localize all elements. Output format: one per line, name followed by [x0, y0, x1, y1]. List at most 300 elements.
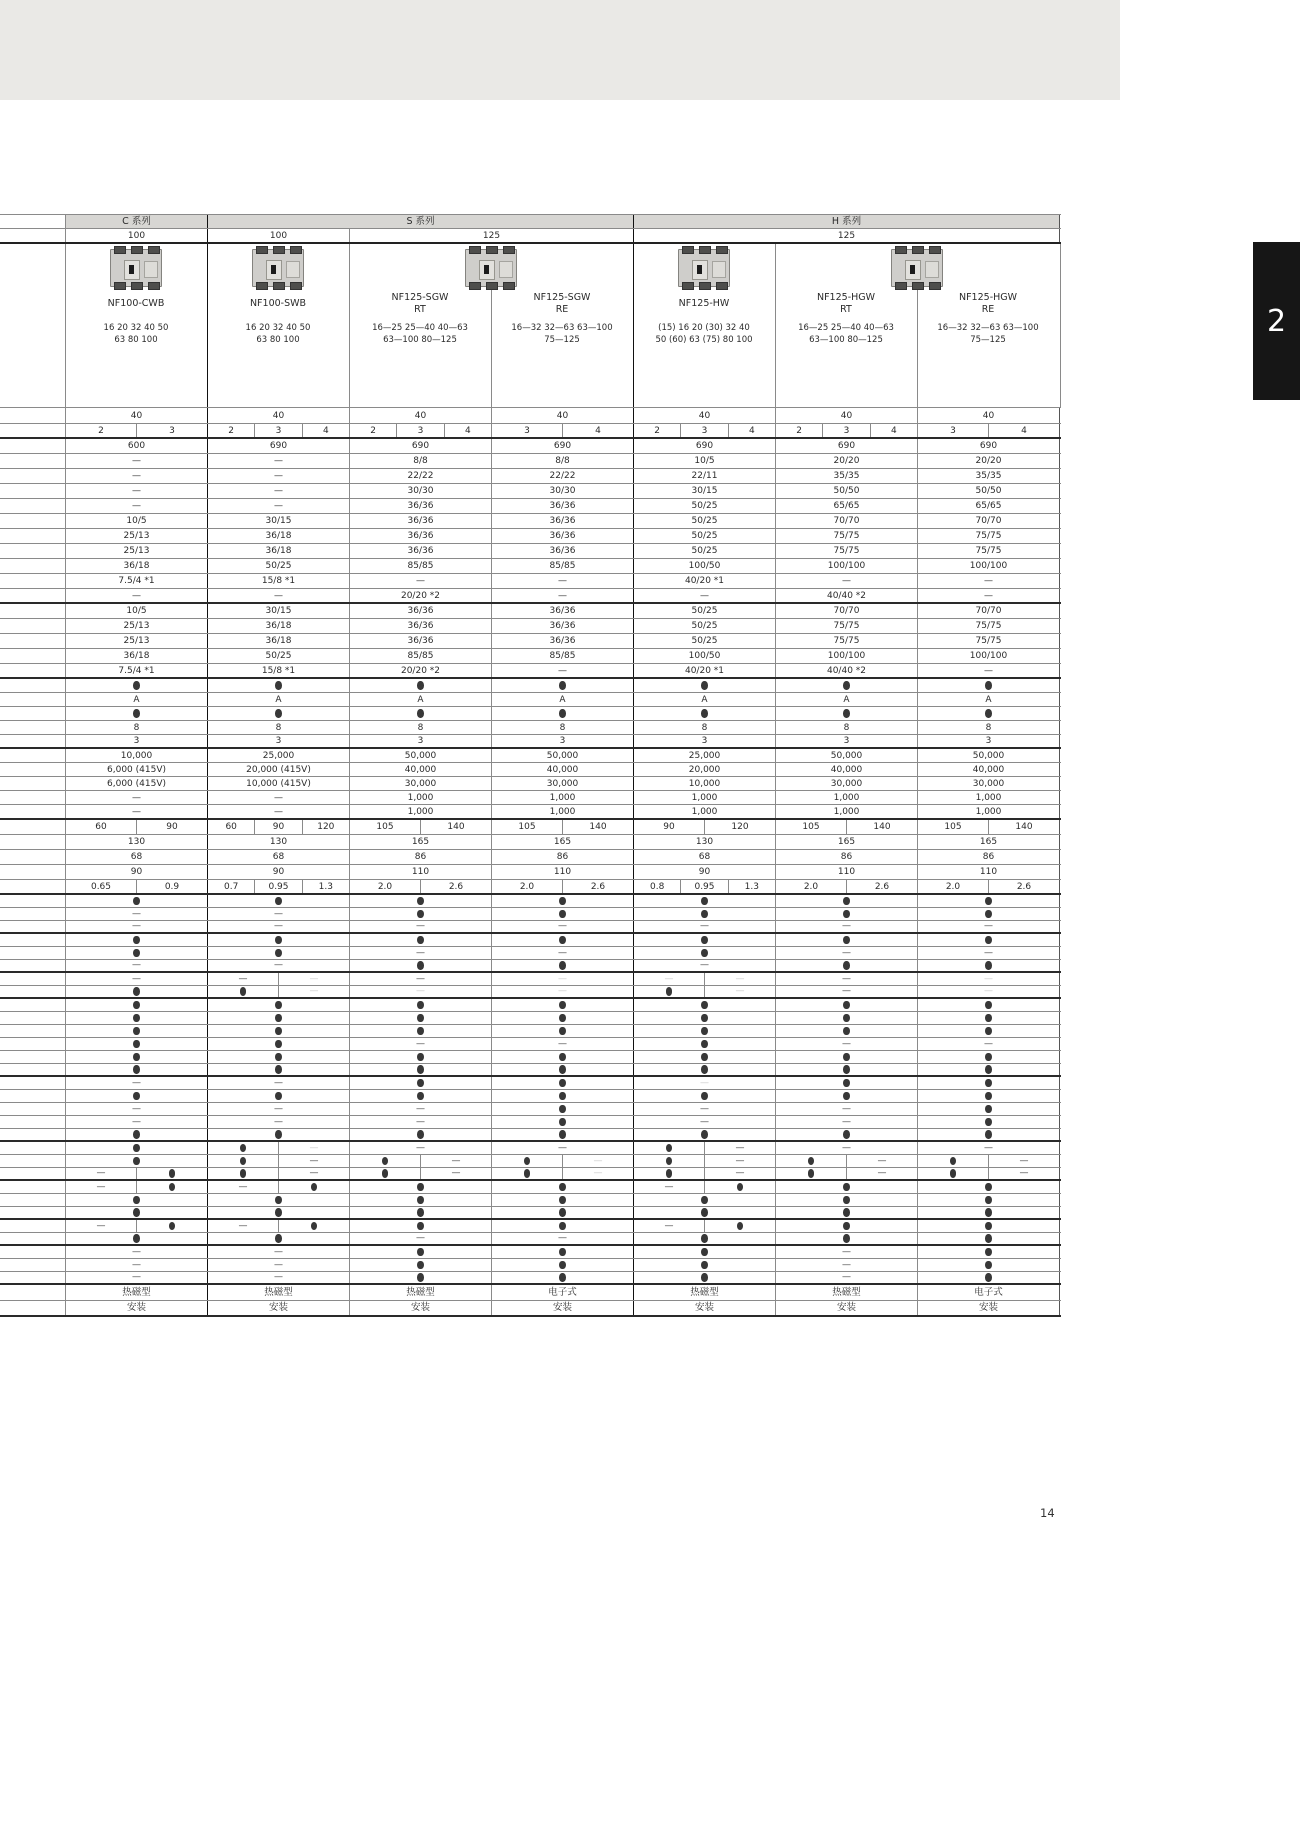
table-cell: [65, 1090, 207, 1102]
table-cell: [65, 544, 207, 558]
table-cell: [491, 1181, 633, 1193]
cell-text: 100: [127, 230, 146, 241]
cell-text: 90: [698, 867, 711, 877]
row-gutter: [0, 721, 65, 734]
bullet-icon: [985, 1130, 992, 1139]
bullet-icon: [985, 1273, 992, 1282]
table-cell: [491, 1025, 633, 1037]
table-cell: [65, 1155, 207, 1167]
table-cell: [775, 1207, 917, 1218]
table-cell: [917, 835, 1060, 849]
table-cell: [491, 1116, 633, 1128]
table-subcell: [278, 1168, 349, 1179]
table-subcell: [562, 880, 633, 893]
table-subcell: [302, 820, 349, 834]
table-cell: [207, 484, 349, 498]
table-subcell: [350, 820, 420, 834]
table-cell: [207, 973, 349, 985]
table-cell: [633, 1129, 775, 1140]
dash-icon: —: [842, 1272, 851, 1282]
cell-text: 65/65: [975, 501, 1002, 511]
table-cell: [349, 693, 491, 706]
dash-icon: —: [842, 1103, 851, 1114]
bullet-icon: [985, 1053, 992, 1062]
cell-text: 3: [133, 736, 140, 746]
cell-text: 2.6: [448, 881, 464, 892]
table-subcell: [420, 880, 491, 893]
cell-text: 50,000: [404, 750, 437, 761]
dash-icon: —: [877, 1168, 887, 1178]
cell-text: 8: [559, 722, 566, 733]
table-cell: [65, 895, 207, 907]
dash-icon: —: [238, 973, 248, 984]
table-cell: [775, 679, 917, 692]
bullet-icon: [169, 1183, 176, 1192]
table-subcell: [208, 880, 254, 893]
cell-text: 10/5: [126, 606, 147, 616]
cell-text: —: [700, 590, 709, 601]
table-subcell: [776, 880, 846, 893]
table-row: [0, 721, 1061, 735]
table-cell: [633, 1142, 775, 1154]
table-row: [0, 529, 1061, 544]
dash-icon: —: [842, 1038, 851, 1049]
dash-icon: —: [984, 947, 993, 958]
table-cell: [349, 1168, 491, 1179]
table-cell: [349, 1181, 491, 1193]
table-cell: [207, 880, 349, 893]
table-cell: [633, 1103, 775, 1115]
bullet-icon: [559, 1261, 566, 1270]
table-cell: [349, 1272, 491, 1283]
row-gutter: [0, 1207, 65, 1218]
bullet-icon: [417, 709, 424, 718]
dash-icon: —: [842, 1259, 851, 1270]
cell-text: 600: [127, 441, 146, 451]
bullet-icon: [843, 897, 850, 906]
table-subcell: [846, 880, 917, 893]
table-row: [0, 559, 1061, 574]
table-cell: [917, 544, 1060, 558]
cell-text: 36/36: [549, 546, 576, 556]
table-cell: [775, 634, 917, 648]
cell-text: A: [275, 694, 282, 705]
table-cell: [207, 499, 349, 513]
table-row: [0, 619, 1061, 634]
product-name: NF125-HW: [678, 298, 730, 309]
table-cell: [65, 1285, 207, 1300]
table-cell: [349, 1220, 491, 1232]
table-cell: [65, 589, 207, 602]
cell-text: 50/25: [691, 606, 718, 616]
table-cell: [633, 424, 775, 437]
cell-text: 86: [556, 852, 569, 862]
product-ratings: 16 20 32 40 50 63 80 100: [103, 323, 169, 345]
table-cell: [633, 865, 775, 879]
bullet-icon: [559, 910, 566, 919]
table-cell: [491, 934, 633, 946]
cell-text: 10/5: [126, 516, 147, 526]
dash-icon: —: [132, 908, 141, 919]
table-cell: [491, 999, 633, 1011]
table-cell: [65, 499, 207, 513]
bullet-icon: [524, 1169, 531, 1178]
table-cell: [207, 1168, 349, 1179]
cell-text: 36/36: [549, 531, 576, 541]
cell-text: 75/75: [975, 621, 1002, 631]
table-cell: [633, 999, 775, 1011]
table-row: [0, 1246, 1061, 1259]
cell-text: —: [132, 806, 141, 817]
row-gutter: [0, 408, 65, 423]
series-band-cell: [633, 215, 1060, 228]
table-cell: [65, 973, 207, 985]
cell-text: 3: [417, 425, 424, 436]
table-cell: [917, 895, 1060, 907]
table-cell: [349, 1285, 491, 1300]
table-cell: [207, 559, 349, 573]
table-row: [0, 514, 1061, 529]
bullet-icon: [559, 1248, 566, 1257]
cell-text: 125: [482, 230, 501, 241]
breaker-photo: [889, 246, 945, 290]
table-cell: [917, 973, 1060, 985]
table-row: [0, 1168, 1061, 1181]
table-cell: [633, 986, 775, 997]
table-cell: [633, 973, 775, 985]
row-gutter: [0, 574, 65, 588]
row-gutter: [0, 589, 65, 602]
table-subcell: [822, 424, 869, 437]
table-cell: [65, 1142, 207, 1154]
table-row: [0, 693, 1061, 707]
cell-text: 140: [1015, 822, 1033, 832]
table-subcell: [492, 424, 562, 437]
product-ratings: 16—32 32—63 63—100 75—125: [937, 323, 1039, 345]
cell-text: 100: [269, 230, 288, 241]
table-cell: [207, 1207, 349, 1218]
dash-icon: —: [132, 921, 141, 931]
dash-icon: —: [274, 960, 283, 970]
table-subcell: [634, 986, 704, 997]
table-subcell: [208, 973, 278, 985]
table-row: [0, 1272, 1061, 1285]
table-cell: [775, 649, 917, 663]
cell-text: 4: [322, 425, 329, 436]
cell-text: 2.0: [803, 881, 819, 892]
table-cell: [633, 1246, 775, 1258]
table-cell: [917, 1301, 1060, 1315]
table-cell: [207, 634, 349, 648]
table-subcell: [704, 1168, 775, 1179]
table-cell: [65, 439, 207, 453]
table-cell: [917, 1012, 1060, 1024]
dash-icon: —: [664, 1181, 674, 1192]
table-subcell: [634, 424, 680, 437]
bullet-icon: [843, 709, 850, 718]
dash-icon: —: [416, 986, 425, 996]
table-cell: [775, 1194, 917, 1206]
bullet-icon: [701, 1130, 708, 1139]
cell-text: 8/8: [413, 456, 428, 466]
table-cell: [917, 805, 1060, 818]
table-cell: [349, 934, 491, 946]
table-subcell: [492, 1168, 562, 1179]
table-row: [0, 735, 1061, 749]
cell-text: 40: [272, 410, 285, 421]
table-subcell: [208, 424, 254, 437]
table-cell: [207, 1194, 349, 1206]
chapter-tab: [1253, 242, 1300, 400]
table-cell: [65, 649, 207, 663]
table-cell: [207, 835, 349, 849]
table-cell: [491, 908, 633, 920]
bullet-icon: [985, 1014, 992, 1023]
cell-text: 105: [376, 822, 394, 832]
table-cell: [65, 469, 207, 483]
table-cell: [207, 865, 349, 879]
cell-text: —: [842, 576, 851, 586]
row-gutter: [0, 707, 65, 720]
bullet-icon: [240, 1157, 247, 1166]
table-cell: [917, 1025, 1060, 1037]
bullet-icon: [133, 1130, 140, 1139]
bullet-icon: [559, 897, 566, 906]
row-gutter: [0, 763, 65, 776]
table-cell: [775, 604, 917, 618]
table-cell: [775, 1090, 917, 1102]
bullet-icon: [950, 1157, 957, 1166]
table-subcell: [66, 820, 136, 834]
table-subcell: [208, 1181, 278, 1193]
table-cell: [349, 749, 491, 762]
table-cell: [633, 1116, 775, 1128]
cell-text: 1,000: [691, 792, 718, 803]
cell-text: 70/70: [975, 516, 1002, 526]
table-cell: [633, 805, 775, 818]
table-subcell: [918, 1168, 988, 1179]
cell-text: 60: [225, 822, 237, 832]
table-cell: [633, 559, 775, 573]
table-subcell: [776, 820, 846, 834]
table-cell: [349, 1301, 491, 1315]
table-subcell: [208, 986, 278, 997]
table-cell: [775, 664, 917, 677]
table-cell: [491, 1194, 633, 1206]
row-gutter: [0, 664, 65, 677]
table-cell: [633, 589, 775, 602]
dash-icon: —: [984, 1142, 993, 1153]
cell-text: 690: [837, 441, 856, 451]
cell-text: 3: [843, 736, 850, 746]
cell-text: 75/75: [833, 621, 860, 631]
table-cell: [207, 408, 349, 423]
dash-icon: —: [558, 947, 567, 958]
bullet-icon: [843, 1208, 850, 1217]
table-cell: [207, 934, 349, 946]
table-cell: [775, 544, 917, 558]
table-subcell: [634, 1142, 704, 1154]
table-cell: [491, 1285, 633, 1300]
table-cell: [65, 865, 207, 879]
cell-text: 110: [979, 867, 998, 877]
table-cell: [207, 679, 349, 692]
bullet-icon: [133, 897, 140, 906]
table-cell: [207, 820, 349, 834]
table-cell: [917, 1285, 1060, 1300]
table-cell: [633, 1012, 775, 1024]
table-cell: [917, 1194, 1060, 1206]
row-gutter: [0, 619, 65, 633]
cell-text: 2.0: [945, 881, 961, 892]
column-divider: [491, 290, 492, 407]
table-subcell: [634, 973, 704, 985]
table-cell: [775, 986, 917, 997]
dash-icon: —: [451, 1168, 461, 1178]
table-subcell: [634, 1220, 704, 1232]
cell-text: 1,000: [691, 806, 718, 817]
bullet-icon: [417, 1065, 424, 1074]
table-cell: [775, 529, 917, 543]
cell-text: —: [132, 471, 141, 481]
table-subcell: [846, 820, 917, 834]
table-row: [0, 934, 1061, 947]
row-gutter: [0, 424, 65, 437]
table-cell: [775, 1012, 917, 1024]
dash-icon: —: [96, 1181, 106, 1192]
cell-text: —: [274, 486, 283, 496]
cell-text: 22/22: [407, 471, 434, 481]
table-subcell: [634, 820, 704, 834]
column-divider: [1060, 244, 1061, 407]
table-row: [0, 895, 1061, 908]
table-cell: [633, 880, 775, 893]
table-cell: [65, 1259, 207, 1271]
cell-text: 0.95: [694, 881, 715, 892]
table-cell: [65, 1194, 207, 1206]
table-cell: [491, 1012, 633, 1024]
table-cell: [207, 1259, 349, 1271]
table-cell: [65, 921, 207, 932]
table-cell: [633, 408, 775, 423]
cell-text: 690: [979, 441, 998, 451]
cell-text: —: [984, 590, 993, 601]
bullet-icon: [275, 1092, 282, 1101]
bullet-icon: [133, 949, 140, 958]
cell-text: A: [133, 694, 140, 705]
table-cell: [349, 679, 491, 692]
bullet-icon: [169, 1169, 176, 1178]
cell-text: 40: [982, 410, 995, 421]
bullet-icon: [985, 1183, 992, 1192]
table-subcell: [208, 1142, 278, 1154]
cell-text: 36/36: [407, 621, 434, 631]
table-cell: [491, 921, 633, 932]
row-gutter: [0, 559, 65, 573]
bullet-icon: [559, 1130, 566, 1139]
cell-text: 30/30: [549, 486, 576, 496]
cell-text: 2: [370, 425, 377, 436]
table-cell: [775, 763, 917, 776]
table-cell: [917, 999, 1060, 1011]
bullet-icon: [950, 1169, 957, 1178]
table-cell: [633, 895, 775, 907]
table-cell: [207, 749, 349, 762]
bullet-icon: [559, 1222, 566, 1231]
table-cell: [349, 820, 491, 834]
table-row: [0, 664, 1061, 679]
table-cell: [775, 721, 917, 734]
table-cell: [65, 454, 207, 468]
table-cell: [917, 986, 1060, 997]
table-cell: [491, 1077, 633, 1089]
product-name: NF100-CWB: [107, 298, 165, 309]
bullet-icon: [133, 1157, 140, 1166]
table-subcell: [776, 1155, 846, 1167]
table-cell: [207, 1051, 349, 1063]
table-cell: [491, 1246, 633, 1258]
dash-icon: —: [132, 1116, 141, 1127]
table-cell: [917, 664, 1060, 677]
table-subcell: [562, 424, 633, 437]
table-cell: [491, 589, 633, 602]
table-cell: [775, 499, 917, 513]
bullet-icon: [275, 1130, 282, 1139]
table-cell: [775, 850, 917, 864]
dash-icon: —: [664, 973, 674, 984]
bullet-icon: [701, 1065, 708, 1074]
bullet-icon: [133, 1040, 140, 1049]
bullet-icon: [843, 936, 850, 945]
product-name: NF125-SGW RE: [533, 292, 591, 315]
bullet-icon: [701, 1261, 708, 1270]
table-cell: [491, 763, 633, 776]
table-cell: [633, 1038, 775, 1050]
cell-text: 75/75: [975, 546, 1002, 556]
table-cell: [349, 529, 491, 543]
row-gutter: [0, 215, 65, 228]
table-cell: [65, 484, 207, 498]
table-row: [0, 439, 1061, 454]
dash-icon: —: [309, 973, 319, 984]
table-cell: [349, 921, 491, 932]
cell-text: 25/13: [123, 621, 150, 631]
cell-text: C 系列: [122, 215, 151, 227]
bullet-icon: [417, 1092, 424, 1101]
table-cell: [65, 749, 207, 762]
cell-text: 2: [796, 425, 803, 436]
bullet-icon: [701, 1248, 708, 1257]
table-cell: [917, 1090, 1060, 1102]
bullet-icon: [133, 1208, 140, 1217]
table-cell: [491, 604, 633, 618]
table-row: [0, 1077, 1061, 1090]
cell-text: 20/20 *2: [400, 665, 441, 676]
table-cell: [349, 1090, 491, 1102]
table-cell: [917, 439, 1060, 453]
table-cell: [917, 908, 1060, 920]
cell-text: H 系列: [831, 215, 862, 227]
bullet-icon: [843, 1092, 850, 1101]
table-cell: [65, 514, 207, 528]
bullet-icon: [275, 1027, 282, 1036]
dash-icon: —: [274, 1246, 283, 1257]
bullet-icon: [985, 1079, 992, 1088]
table-cell: [775, 880, 917, 893]
table-cell: [917, 1116, 1060, 1128]
table-cell: [775, 1233, 917, 1244]
cell-text: 75/75: [975, 531, 1002, 541]
